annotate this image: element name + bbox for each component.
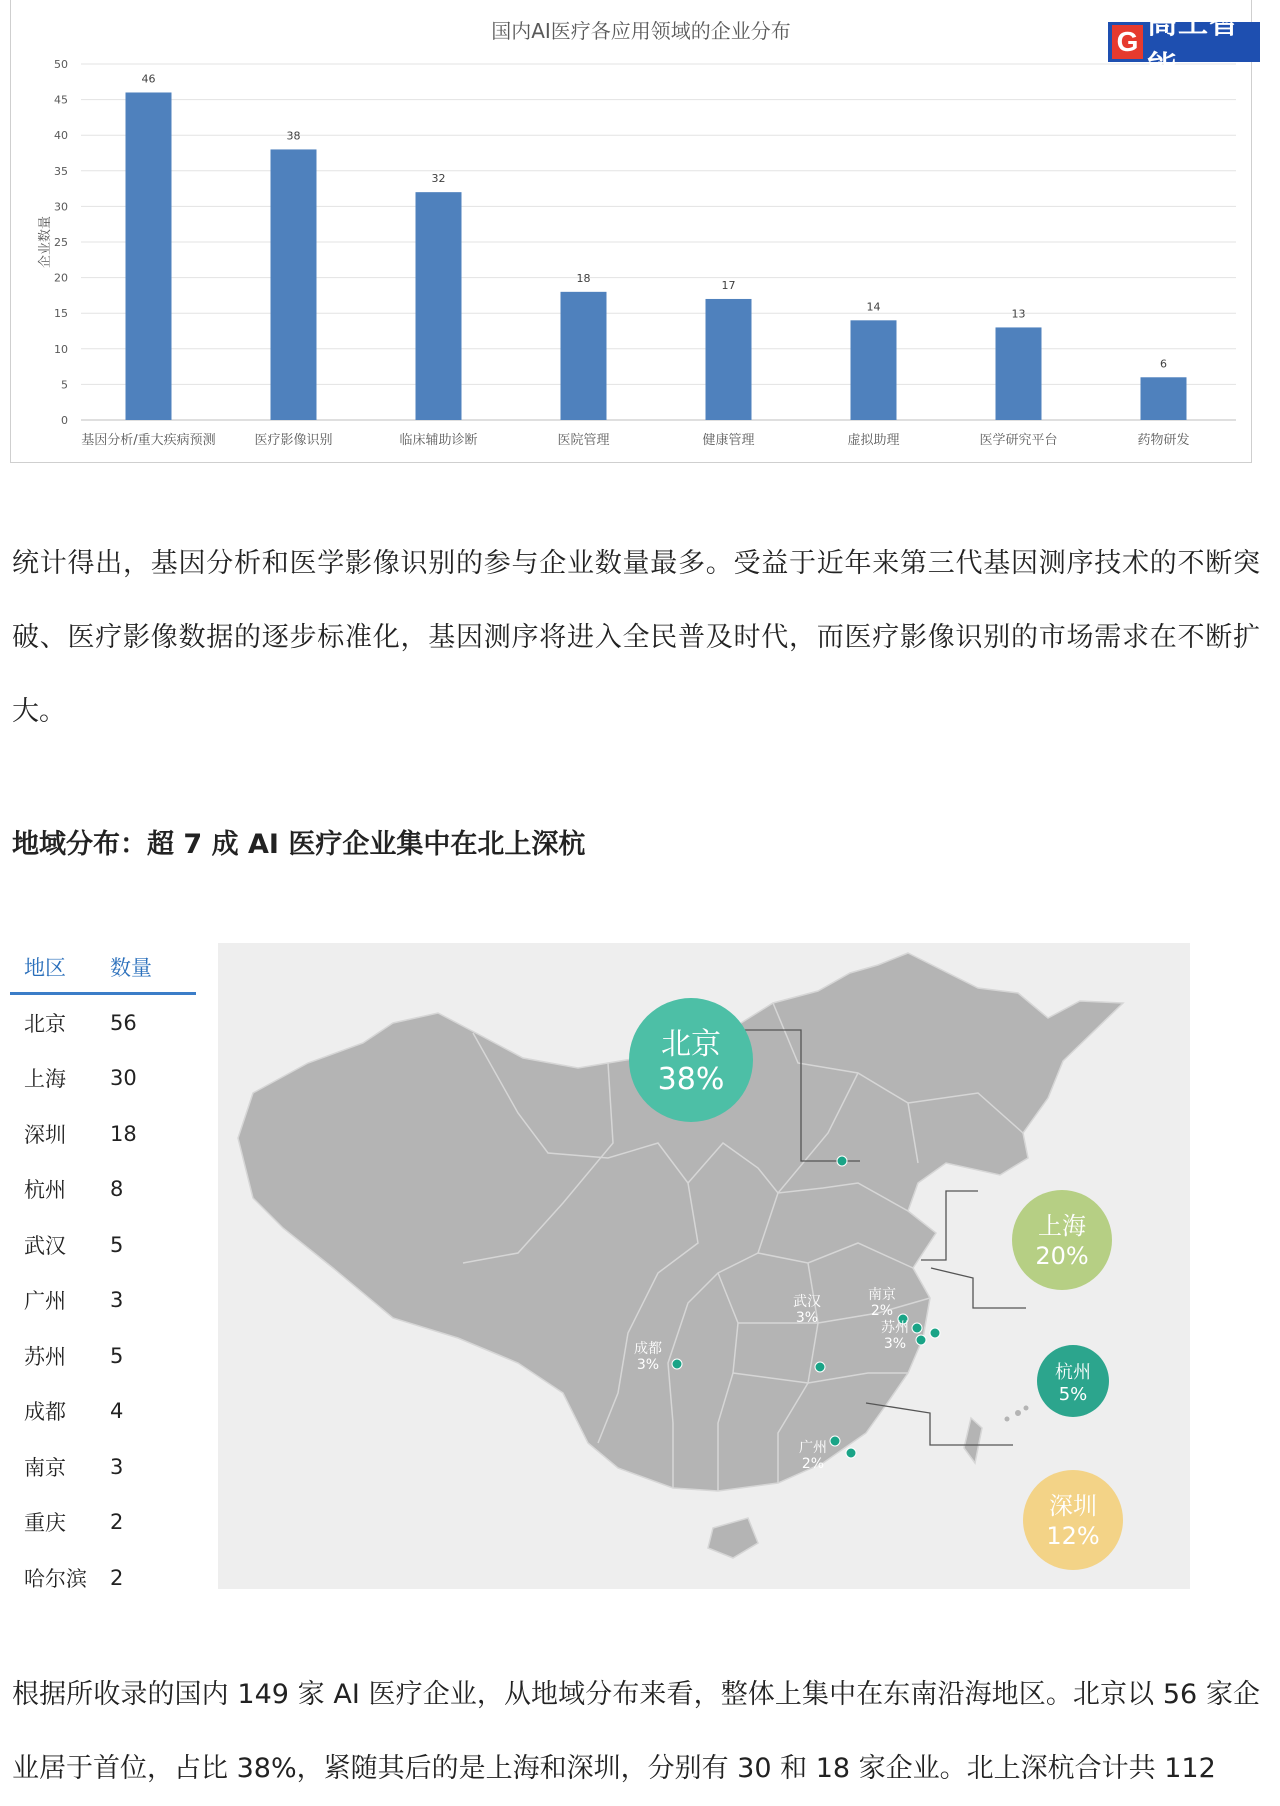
region-name: 哈尔滨 xyxy=(24,1566,87,1591)
bar-data-label: 18 xyxy=(576,271,591,285)
city-dot xyxy=(912,1323,922,1333)
x-tick-label: 健康管理 xyxy=(702,433,755,448)
region-table-row xyxy=(10,1439,196,1495)
y-tick-label: 5 xyxy=(61,378,68,392)
bar-data-label: 46 xyxy=(141,72,156,86)
bar xyxy=(126,92,172,420)
x-tick-label: 基因分析/重大疾病预测 xyxy=(81,433,216,448)
header-region: 地区 xyxy=(24,956,66,980)
x-tick-label: 临床辅助诊断 xyxy=(399,433,478,448)
bubble-shanghai-pct: 20% xyxy=(1035,1242,1089,1270)
bubble-shenzhen-pct: 12% xyxy=(1046,1522,1100,1550)
region-table-row xyxy=(10,1550,196,1606)
chart-title: 国内AI医疗各应用领域的企业分布 xyxy=(491,19,791,43)
region-count: 8 xyxy=(110,1177,124,1202)
region-name: 北京 xyxy=(24,1011,66,1036)
bar xyxy=(561,292,607,420)
city-pct-chengdu: 3% xyxy=(636,1357,660,1373)
bubble-beijing-name: 北京 xyxy=(661,1027,721,1062)
region-count: 5 xyxy=(110,1343,124,1368)
city-label-guangzhou: 广州 xyxy=(799,1440,827,1456)
bar-chart xyxy=(10,0,1252,463)
region-name: 深圳 xyxy=(24,1122,66,1147)
region-count: 2 xyxy=(110,1565,124,1590)
y-tick-label: 0 xyxy=(61,414,68,427)
region-name: 成都 xyxy=(24,1400,66,1425)
city-label-suzhou: 苏州 xyxy=(881,1320,909,1336)
x-tick-label: 虚拟助理 xyxy=(847,433,900,448)
bubble-hangzhou-name: 杭州 xyxy=(1055,1362,1091,1383)
bar-data-label: 14 xyxy=(866,300,881,314)
region-count: 5 xyxy=(110,1232,124,1257)
region-table-row xyxy=(10,1051,196,1107)
x-tick-label: 药物研发 xyxy=(1137,433,1190,448)
region-table-row xyxy=(10,995,196,1051)
region-name: 苏州 xyxy=(24,1344,66,1369)
y-tick-label: 20 xyxy=(54,271,68,285)
city-label-chengdu: 成都 xyxy=(634,1341,662,1357)
china-map xyxy=(218,943,1190,1589)
region-table-row xyxy=(10,1162,196,1218)
region-table-row xyxy=(10,1384,196,1440)
y-tick-label: 30 xyxy=(54,200,68,214)
region-table-body xyxy=(10,995,196,1606)
bubble-shanghai xyxy=(1012,1190,1112,1290)
city-pct-suzhou: 3% xyxy=(883,1336,907,1352)
bar-data-label: 17 xyxy=(721,278,736,292)
y-tick-label: 40 xyxy=(54,129,68,143)
x-tick-label: 医疗影像识别 xyxy=(254,433,333,448)
y-tick-label: 35 xyxy=(54,164,68,178)
city-dot xyxy=(672,1359,682,1369)
city-label-nanjing: 南京 xyxy=(868,1287,896,1303)
city-dot xyxy=(846,1448,856,1458)
y-tick-label: 15 xyxy=(54,307,68,321)
paragraph-region-summary: 根据所收录的国内 149 家 AI 医疗企业，从地域分布来看，整体上集中在东南沿海地区。北京以 56 家企业居于首位，占比 38%，紧随其后的是上海和深圳，分别有 30 和 18 家企业。北上深杭合计共 112 xyxy=(12,1679,1260,1784)
region-table-row xyxy=(10,1106,196,1162)
city-dot xyxy=(916,1335,926,1345)
city-dot xyxy=(830,1436,840,1446)
x-tick-label: 医学研究平台 xyxy=(979,433,1058,448)
logo-text: 高工智能 xyxy=(1146,6,1240,85)
y-tick-label: 10 xyxy=(54,342,68,356)
region-name: 广州 xyxy=(24,1289,66,1314)
bar-data-label: 38 xyxy=(286,129,301,143)
header-count: 数量 xyxy=(110,956,152,980)
region-count: 2 xyxy=(110,1510,124,1535)
region-count: 3 xyxy=(110,1288,124,1313)
hainan-island xyxy=(708,1518,758,1558)
region-name: 上海 xyxy=(24,1067,66,1092)
bar-data-label: 13 xyxy=(1011,307,1026,321)
bar xyxy=(271,149,317,420)
region-count: 56 xyxy=(110,1010,137,1035)
city-pct-guangzhou: 2% xyxy=(801,1456,825,1472)
region-name: 杭州 xyxy=(24,1178,66,1203)
bubble-shanghai-name: 上海 xyxy=(1038,1212,1086,1240)
city-label-wuhan: 武汉 xyxy=(793,1294,821,1310)
region-table-row xyxy=(10,1495,196,1551)
bubble-shenzhen xyxy=(1023,1470,1123,1570)
city-pct-nanjing: 2% xyxy=(870,1303,894,1319)
bar xyxy=(706,299,752,420)
taiwan-island xyxy=(964,1418,982,1463)
bar-data-label: 6 xyxy=(1160,357,1167,371)
paragraph-intro: 统计得出，基因分析和医学影像识别的参与企业数量最多。受益于近年来第三代基因测序技术的不断突破、医疗影像数据的逐步标准化，基因测序将进入全民普及时代，而医疗影像识别的市场需求在不断扩大。 xyxy=(12,548,1260,727)
region-table-row xyxy=(10,1273,196,1329)
bar xyxy=(1141,377,1187,420)
region-table xyxy=(10,942,196,1606)
region-name: 南京 xyxy=(24,1455,66,1480)
bar xyxy=(416,192,462,420)
region-table-row xyxy=(10,1328,196,1384)
x-tick-label: 医院管理 xyxy=(557,433,610,448)
china-map-panel xyxy=(218,943,1190,1589)
region-table-header xyxy=(10,942,196,995)
bar xyxy=(996,327,1042,420)
bubble-hangzhou-pct: 5% xyxy=(1058,1384,1088,1405)
y-tick-label: 45 xyxy=(54,93,68,107)
bubble-shenzhen-name: 深圳 xyxy=(1049,1492,1097,1520)
y-tick-label: 25 xyxy=(54,236,68,249)
section-heading: 地域分布：超 7 成 AI 医疗企业集中在北上深杭 xyxy=(12,829,586,860)
city-dot xyxy=(930,1328,940,1338)
bubble-beijing-pct: 38% xyxy=(657,1062,725,1097)
logo-mark: G xyxy=(1112,25,1143,59)
chart-canvas xyxy=(11,0,1251,462)
bar xyxy=(851,320,897,420)
region-name: 武汉 xyxy=(24,1233,66,1258)
region-name: 重庆 xyxy=(24,1511,66,1536)
city-pct-wuhan: 3% xyxy=(795,1310,819,1326)
y-tick-label: 50 xyxy=(54,58,68,71)
y-axis-label: 企业数量 xyxy=(38,215,53,269)
city-dot xyxy=(837,1156,847,1166)
region-table-row xyxy=(10,1217,196,1273)
region-count: 3 xyxy=(110,1454,124,1479)
region-count: 30 xyxy=(110,1066,137,1091)
brand-logo xyxy=(1108,6,1260,85)
region-count: 4 xyxy=(110,1399,124,1424)
city-dot xyxy=(815,1362,825,1372)
bar-data-label: 32 xyxy=(431,172,446,186)
region-count: 18 xyxy=(110,1121,137,1146)
east-islands xyxy=(1005,1406,1029,1422)
